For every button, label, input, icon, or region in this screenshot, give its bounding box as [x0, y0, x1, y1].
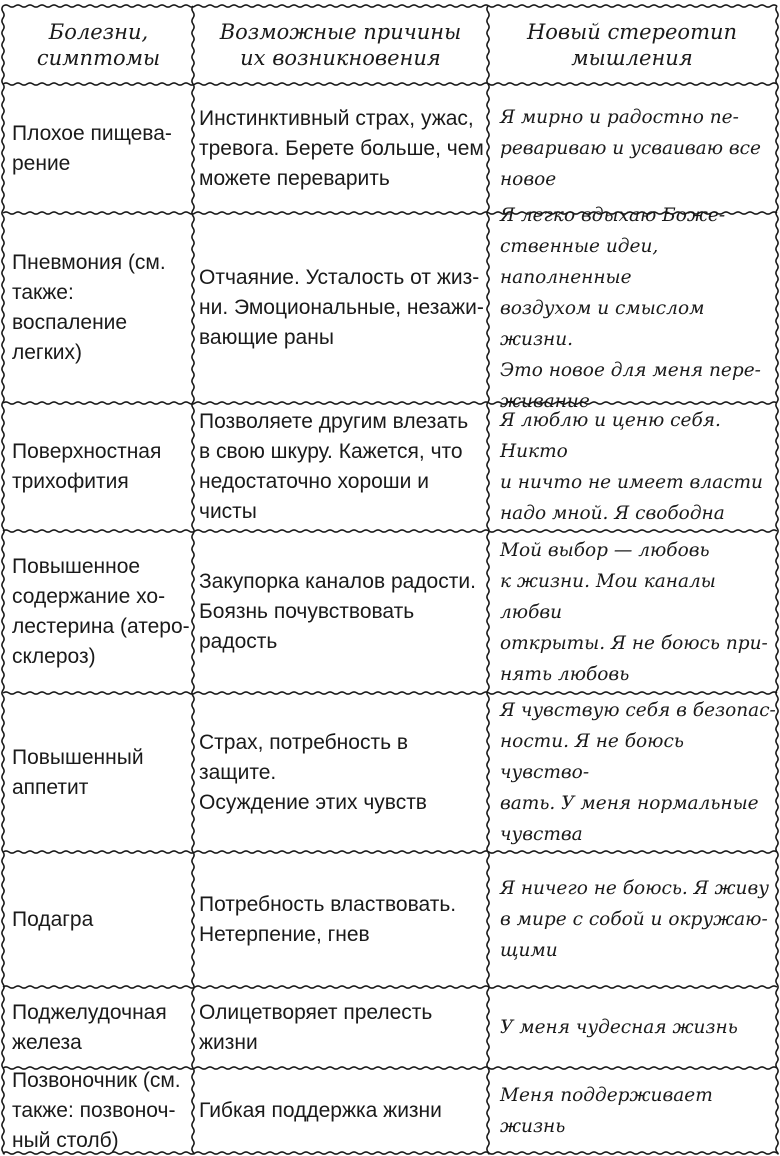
disease-cell: Повышенное содержание хо- лестерина (атеро- склероз)	[12, 555, 190, 668]
disease-cell: Повышенный аппетит	[12, 745, 144, 799]
thought-cell: Я легко вдыхаю Боже- ственные идеи, наполненные воздухом и смыслом жизни. Это новое для меня пере- живание	[500, 204, 761, 412]
header-new-thinking: Новый стереотип мышления	[526, 20, 738, 70]
cause-cell: Позволяете другим влезать в свою шкуру. Кажется, что недостаточно хороши и чисты	[199, 410, 469, 523]
cause-cell: Гибкая поддержка жизни	[199, 1098, 442, 1122]
thought-cell: Я мирно и радостно пе- ревариваю и усваиваю все новое	[500, 107, 761, 190]
disease-cell: Подагра	[12, 907, 94, 931]
cause-cell: Страх, потребность в защите. Осуждение этих чувств	[199, 730, 427, 814]
thought-cell: Я люблю и ценю себя. Никто и ничто не имеет власти надо мной. Я свободна	[500, 410, 763, 524]
cause-cell: Олицетворяет прелесть жизни	[199, 1000, 433, 1054]
disease-cell: Поверхностная трихофития	[12, 440, 162, 493]
thought-cell: Я чувствую себя в безопас- ности. Я не боюсь чувство- вать. У меня нормальные чувства	[500, 700, 776, 845]
disease-cell: Пневмония (см. также: воспаление легких)	[12, 251, 166, 364]
header-diseases: Болезни, симптомы	[36, 20, 161, 70]
disease-cell: Позвоночник (см. также: позвоноч- ный столб)	[12, 1068, 181, 1152]
disease-cell: Плохое пищева- рение	[12, 121, 172, 175]
column-divider	[776, 6, 778, 1154]
header-causes: Возможные причины их возникновения	[219, 20, 462, 70]
cause-cell: Инстинктивный страх, ужас, тревога. Берете больше, чем можете переварить	[199, 106, 484, 190]
cause-cell: Закупорка каналов радости. Боязнь почувствовать радость	[199, 570, 476, 653]
cause-cell: Потребность властвовать. Нетерпение, гнев	[199, 892, 457, 946]
thought-cell: Меня поддерживает жизнь	[500, 1084, 713, 1137]
thought-cell: Я ничего не боюсь. Я живу в мире с собой и окружаю- щими	[500, 878, 769, 961]
disease-cell: Поджелудочная железа	[12, 1000, 167, 1054]
thought-cell: У меня чудесная жизнь	[500, 1017, 738, 1038]
thought-cell: Мой выбор — любовь к жизни. Мои каналы любви открыты. Я не боюсь при- нять любовь	[500, 539, 768, 685]
cause-cell: Отчаяние. Усталость от жиз- ни. Эмоциональные, незажи- вающие раны	[199, 266, 484, 349]
